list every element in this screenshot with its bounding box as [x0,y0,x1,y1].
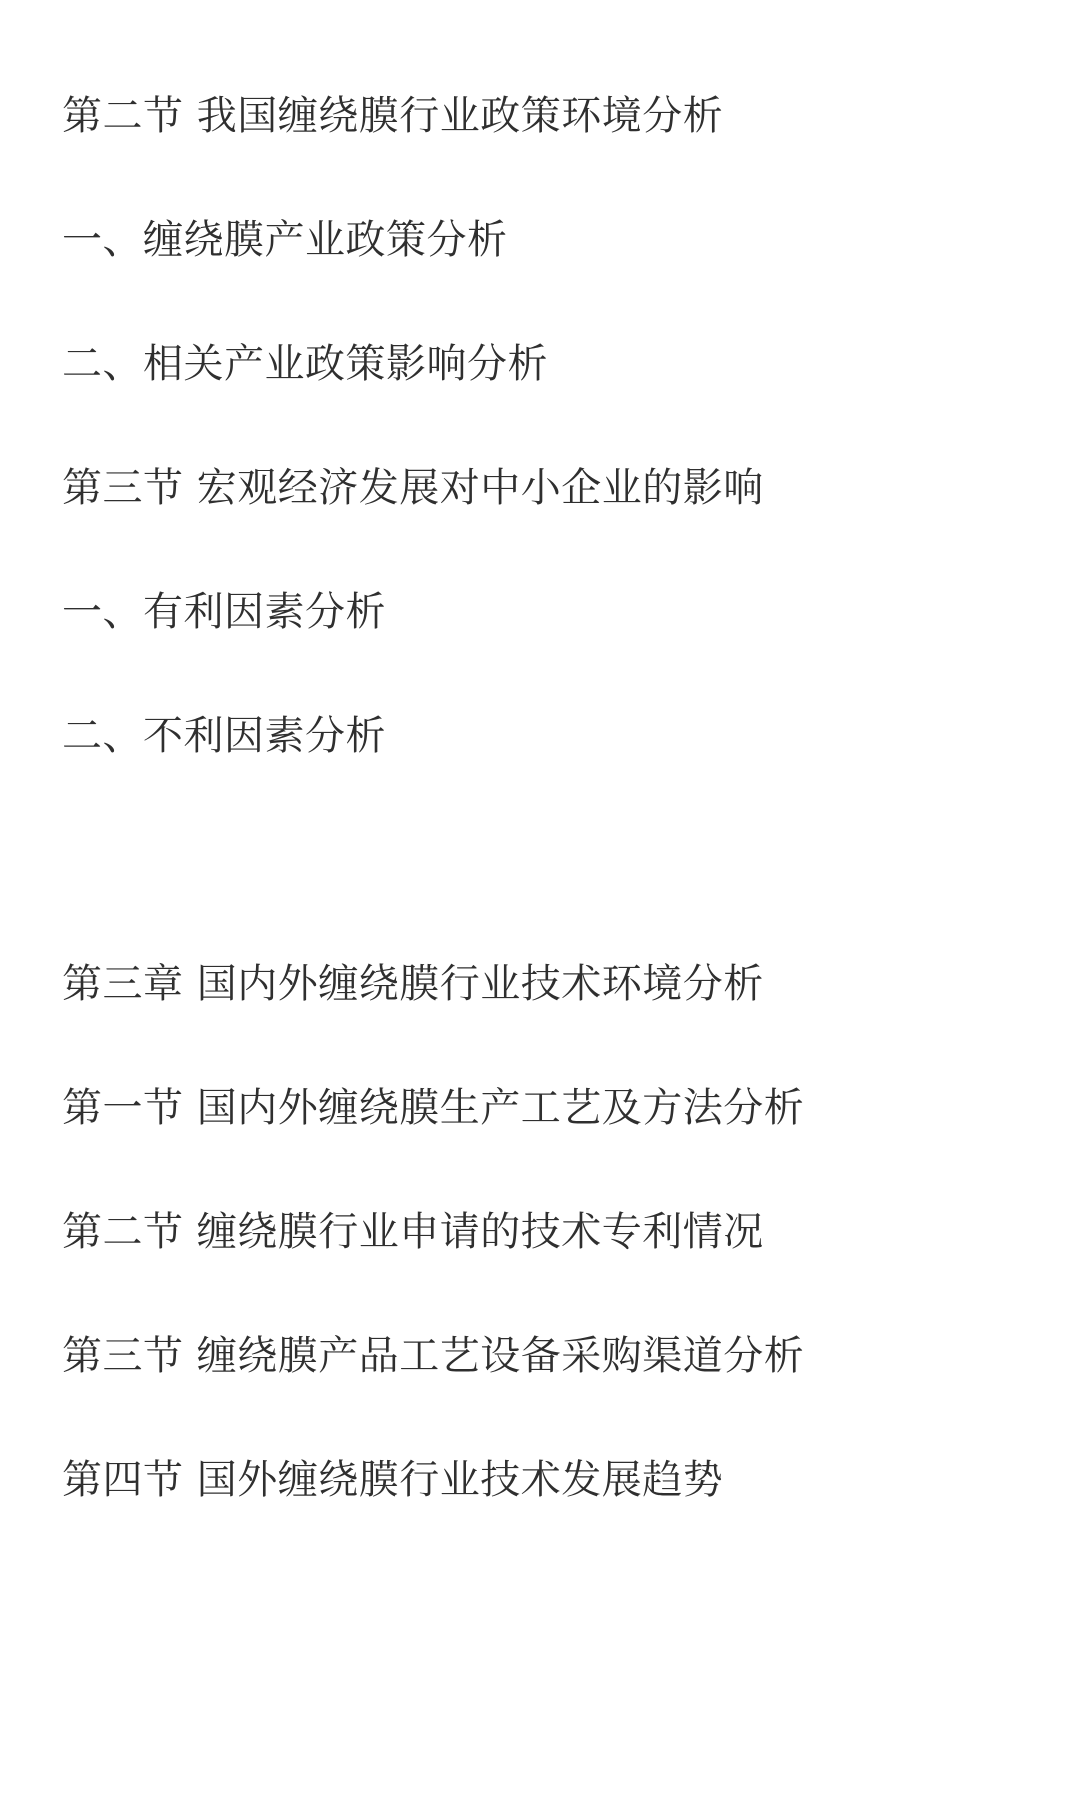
toc-section-1-production-process: 第一节 国内外缠绕膜生产工艺及方法分析 [62,1085,805,1131]
toc-section-3-equipment-procurement: 第三节 缠绕膜产品工艺设备采购渠道分析 [62,1333,805,1379]
toc-item-industry-policy: 一、缠绕膜产业政策分析 [62,217,508,263]
toc-chapter-3-technology-environment: 第三章 国内外缠绕膜行业技术环境分析 [62,961,764,1007]
toc-item-favorable-factors: 一、有利因素分析 [62,589,386,635]
toc-item-related-policy-impact: 二、相关产业政策影响分析 [62,341,548,387]
toc-section-4-foreign-trends: 第四节 国外缠绕膜行业技术发展趋势 [62,1457,724,1503]
toc-section-3-macro-economy: 第三节 宏观经济发展对中小企业的影响 [62,465,764,511]
toc-item-unfavorable-factors: 二、不利因素分析 [62,713,386,759]
toc-section-2-patents: 第二节 缠绕膜行业申请的技术专利情况 [62,1209,764,1255]
toc-section-2-policy-environment: 第二节 我国缠绕膜行业政策环境分析 [62,93,724,139]
